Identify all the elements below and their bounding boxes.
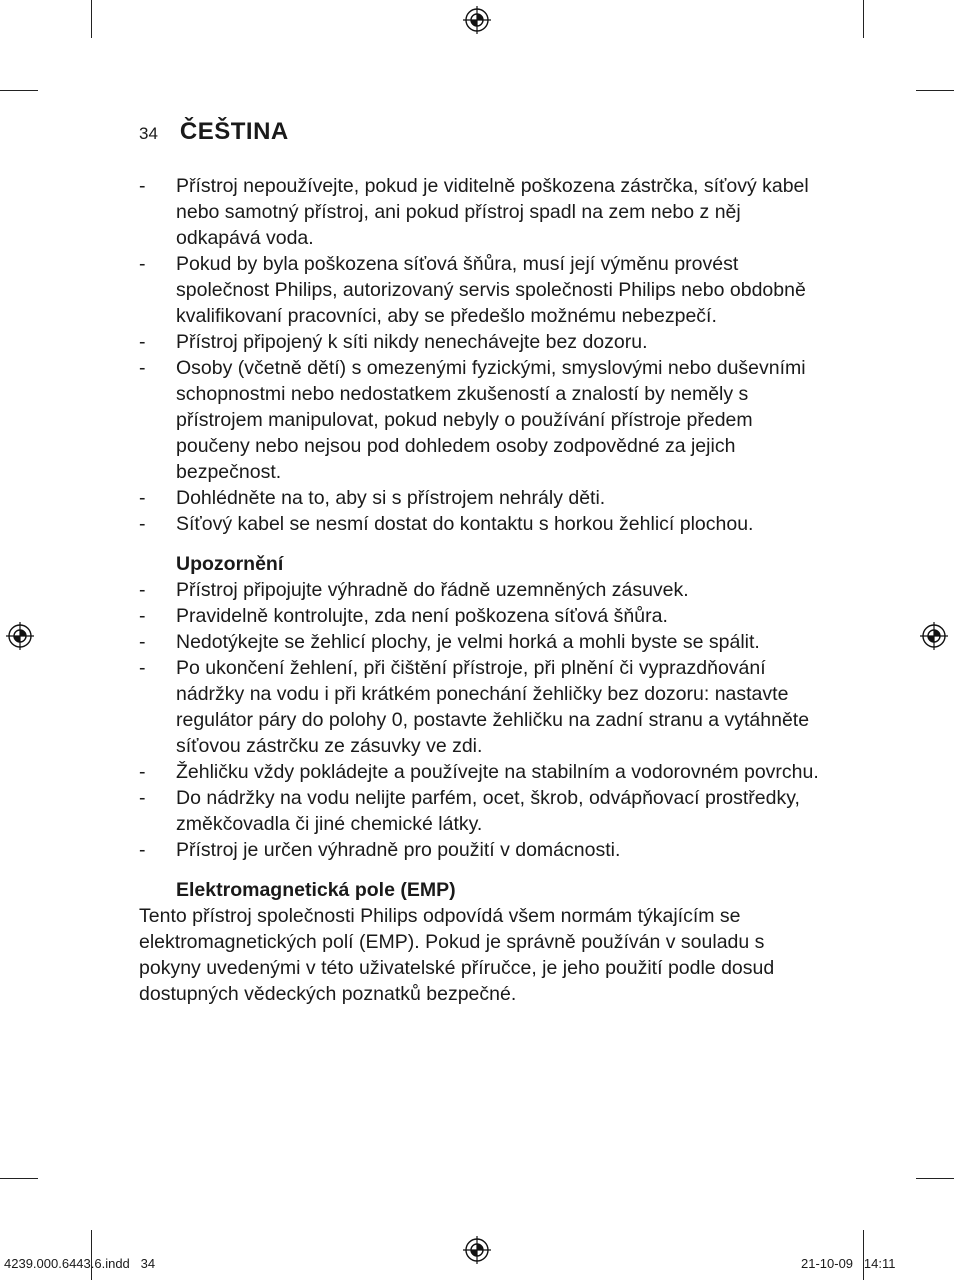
crop-mark [91,0,92,38]
bullet-dash: - [139,787,146,809]
page-header [139,118,289,146]
footer-date-time: 21-10-09 14:11 [801,1256,896,1271]
list-item: - Síťový kabel se nesmí dostat do kontaktu s horkou žehlicí plochou. [139,513,754,535]
list-item: - Pravidelně kontrolujte, zda není poškozena síťová šňůra. [139,605,668,627]
list-item: - Dohlédněte na to, aby si s přístrojem nehrály děti. [139,487,606,509]
crop-mark [916,90,954,91]
bullet-dash: - [139,175,146,197]
footer-file-info: 4239.000.6443.6.indd 34 [4,1256,156,1271]
crop-mark [91,1230,92,1280]
list-item: - Pokud by byla poškozena síťová šňůra, musí její výměnu provést společnost Philips, autorizovaný servis společnosti Philips nebo obdobně kvalifikovaní pracovníci, aby se předešlo možnému nebezpečí. [139,253,806,327]
bullet-dash: - [139,513,146,535]
list-item: - Přístroj připojený k síti nikdy nenechávejte bez dozoru. [139,331,648,353]
bullet-dash: - [139,579,146,601]
warnings-list [139,173,829,537]
list-item: - Nedotýkejte se žehlicí plochy, je velmi horká a mohli byste se spálit. [139,631,760,653]
registration-mark-icon [463,1236,491,1264]
language-title: ČEŠTINA [179,118,289,145]
caution-list [139,577,829,863]
registration-mark-icon [920,622,948,650]
registration-mark-icon [6,622,34,650]
emf-paragraph: Tento přístroj společnosti Philips odpovídá všem normám týkajícím se elektromagnetických polí (EMP). Pokud je správně používán v souladu s pokyny uvedenými v této uživatelské příručce, je jeho použití podle dosud dostupných vědeckých poznatků bezpečné. [139,905,775,1005]
crop-mark [0,1178,38,1179]
bullet-dash: - [139,631,146,653]
list-item: - Přístroj je určen výhradně pro použití v domácnosti. [139,839,621,861]
bullet-dash: - [139,761,146,783]
list-item: - Osoby (včetně dětí) s omezenými fyzickými, smyslovými nebo duševními schopnostmi nebo nedostatkem zkušeností a znalostí by neměly s přístrojem manipulovat, pokud nebyly o používání přístroje předem poučeny nebo nejsou pod dohledem osoby zodpovědné za jejich bezpečnost. [139,357,806,483]
bullet-dash: - [139,357,146,379]
registration-mark-icon [463,6,491,34]
crop-mark [0,90,38,91]
bullet-dash: - [139,331,146,353]
bullet-dash: - [139,253,146,275]
bullet-dash: - [139,487,146,509]
list-item: - Do nádržky na vodu nelijte parfém, ocet, škrob, odvápňovací prostředky, změkčovadla či jiné chemické látky. [139,787,800,835]
list-item: - Přístroj nepoužívejte, pokud je viditelně poškozena zástrčka, síťový kabel nebo samotný přístroj, ani pokud přístroj spadl na zem nebo z něj odkapává voda. [139,175,809,249]
crop-mark [916,1178,954,1179]
crop-mark [863,1230,864,1280]
list-item: - Žehličku vždy pokládejte a používejte na stabilním a vodorovném povrchu. [139,761,819,783]
list-item: - Přístroj připojujte výhradně do řádně uzemněných zásuvek. [139,579,689,601]
emf-heading: Elektromagnetická pole (EMP) [176,879,456,901]
page-content [139,173,829,1007]
bullet-dash: - [139,657,146,679]
caution-heading: Upozornění [176,553,284,575]
crop-mark [863,0,864,38]
page-number: 34 [139,124,158,143]
bullet-dash: - [139,839,146,861]
list-item: - Po ukončení žehlení, při čištění přístroje, při plnění či vyprazdňování nádržky na vodu i při krátkém ponechání žehličky bez dozoru: nastavte regulátor páry do polohy 0, postavte žehličku na zadní stranu a vytáhněte síťovou zástrčku ze zásuvky ve zdi. [139,657,810,757]
bullet-dash: - [139,605,146,627]
